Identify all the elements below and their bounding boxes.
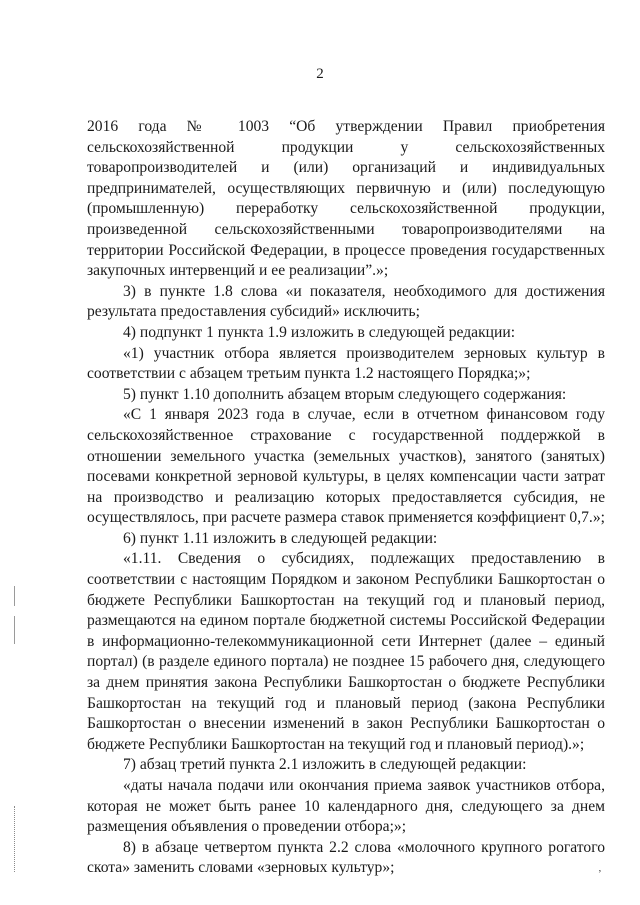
paragraph-item-4: 4) подпункт 1 пункта 1.9 изложить в следующей редакции: [123,323,516,341]
margin-scan-mark [14,616,15,644]
document-body [87,117,605,879]
paragraph-item-6: 6) пункт 1.11 изложить в следующей редакции: [123,529,438,547]
paragraph-quote-1-10: «С 1 января 2023 года в случае, если в отчетном финансовом году сельскохозяйственное страхование с государственной поддержкой в отношении земельного участка (земельных участков), занятого (занятых) посевами конкретной зерновой культуры, в целях компенсации части затрат на производство и реализацию которых предоставляется субсидия, не осуществлялось, при расчете размера ставок применяется коэффициент 0,7.»; [87,406,605,527]
margin-scan-dots [14,806,17,872]
paragraph-item-7: 7) абзац третий пункта 2.1 изложить в следующей редакции: [123,756,527,774]
paragraph-quote-2-1: «даты начала подачи или окончания приема заявок участников отбора, которая не может быть ранее 10 календарного дня, следующего за днем размещения объявления о проведении отбора;»; [87,777,605,836]
margin-scan-mark [14,586,15,606]
paragraph-quote-1-11: «1.11. Сведения о субсидиях, подлежащих предоставлению в соответствии с настоящим Порядком и законом Республики Башкортостан о бюджете Республики Башкортостан на текущий год и плановый период, размещаются на едином портале бюджетной системы Российской Федерации в информационно-телекоммуникационной сети Интернет (далее – единый портал) (в разделе единого портала) не позднее 15 рабочего дня, следующего за днем принятия закона Республики Башкортостан о бюджете Республики Башкортостан на текущий год и плановый период (закона Республики Башкортостан о внесении изменений в закон Республики Башкортостан о бюджете Республики Башкортостан на текущий год и плановый период).»; [87,550,605,753]
paragraph-quote-1-9: «1) участник отбора является производителем зерновых культур в соответствии с абзацем третьим пункта 1.2 настоящего Порядка;»; [87,344,605,383]
corner-scan-mark: ‚ [598,862,602,874]
paragraph-item-3: 3) в пункте 1.8 слова «и показателя, необходимого для достижения результата предоставления субсидий» исключить; [87,282,605,321]
paragraph-item-8: 8) в абзаце четвертом пункта 2.2 слова «молочного крупного рогатого скота» заменить словами «зерновых культур»; [87,838,605,877]
paragraph-item-5: 5) пункт 1.10 дополнить абзацем вторым следующего содержания: [123,385,567,403]
paragraph-continuation: 2016 года № 1003 “Об утверждении Правил приобретения сельскохозяйственной продукции у сельскохозяйственных товаропроизводителей и (или) организаций и индивидуальных предпринимателей, осуществляющих первичную и (или) последующую (промышленную) переработку сельскохозяйственной продукции, произведенной сельскохозяйственными товаропроизводителями на территории Российской Федерации, в процессе проведения государственных закупочных интервенций и ее реализации”.»; [87,118,605,280]
page-number: 2 [316,66,324,82]
